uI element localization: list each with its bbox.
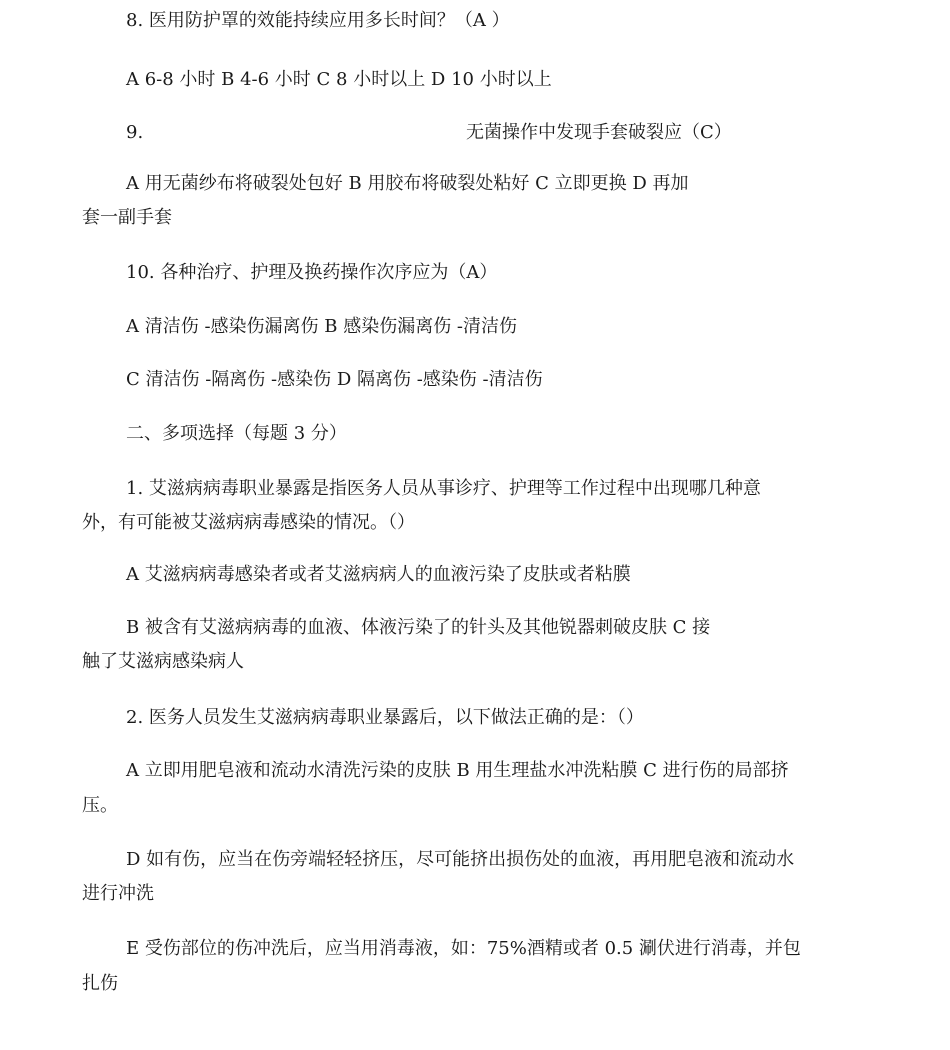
multi-question-2-option-d-line-2: 进行冲洗 xyxy=(82,883,154,904)
multi-question-1-option-b-line-1: B 被含有艾滋病病毒的血液、体液污染了的针头及其他锐器刺破皮肤 C 接 xyxy=(126,617,711,638)
question-9-options-line-1: A 用无菌纱布将破裂处包好 B 用胶布将破裂处粘好 C 立即更换 D 再加 xyxy=(126,173,689,194)
multi-question-1-line-1: 1. 艾滋病病毒职业暴露是指医务人员从事诊疗、护理等工作过程中出现哪几种意 xyxy=(126,478,761,499)
question-8: 8. 医用防护罩的效能持续应用多长时间？（A ） xyxy=(126,10,510,31)
multi-question-2-option-abc-line-1: A 立即用肥皂液和流动水清洗污染的皮肤 B 用生理盐水冲洗粘膜 C 进行伤的局部挤 xyxy=(126,760,789,781)
question-8-options: A 6-8 小时 B 4-6 小时 C 8 小时以上 D 10 小时以上 xyxy=(126,69,552,90)
question-10-options-line-2: C 清洁伤 -隔离伤 -感染伤 D 隔离伤 -感染伤 -清洁伤 xyxy=(126,369,543,390)
multi-question-2-option-abc-line-2: 压。 xyxy=(82,795,118,816)
multi-question-2-option-d-line-1: D 如有伤，应当在伤旁端轻轻挤压，尽可能挤出损伤处的血液，再用肥皂液和流动水 xyxy=(126,849,795,870)
question-10-options-line-1: A 清洁伤 -感染伤漏离伤 B 感染伤漏离伤 -清洁伤 xyxy=(126,316,517,337)
multi-question-1-line-2: 外，有可能被艾滋病病毒感染的情况。（） xyxy=(82,512,415,533)
multi-question-1-option-b-line-2: 触了艾滋病感染病人 xyxy=(82,651,244,672)
question-9: 无菌操作中发现手套破裂应（C） xyxy=(466,122,732,143)
section-heading-multiple-choice: 二、多项选择（每题 3 分） xyxy=(126,423,347,444)
multi-question-1-option-a: A 艾滋病病毒感染者或者艾滋病病人的血液污染了皮肤或者粘膜 xyxy=(126,564,631,585)
question-10: 10. 各种治疗、护理及换药操作次序应为（A） xyxy=(126,262,498,283)
multi-question-2-option-e-line-1: E 受伤部位的伤冲洗后，应当用消毒液，如：75%酒精或者 0.5 涮伏进行消毒，并包 xyxy=(126,938,801,959)
question-9-options-line-2: 套一副手套 xyxy=(82,207,172,228)
multi-question-2-option-e-line-2: 扎伤 xyxy=(82,973,118,994)
multi-question-2: 2. 医务人员发生艾滋病病毒职业暴露后，以下做法正确的是：（） xyxy=(126,707,644,728)
question-9-number: 9. xyxy=(126,122,144,143)
